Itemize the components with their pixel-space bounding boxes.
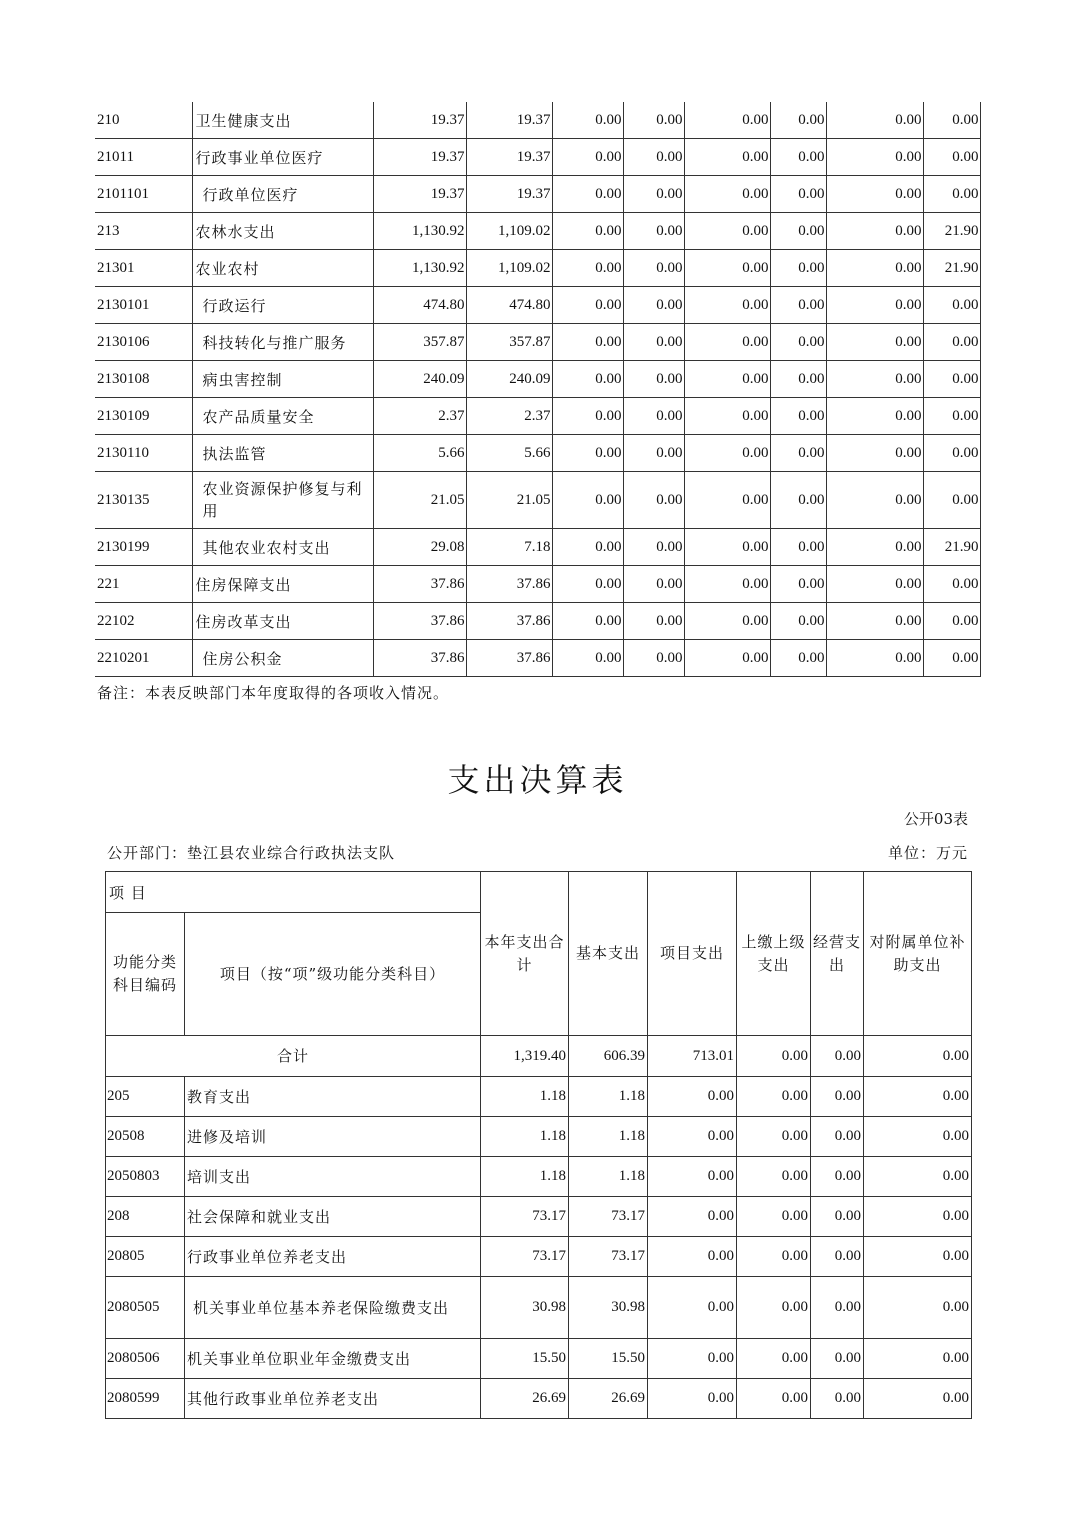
amount-cell: 0.00: [826, 398, 923, 435]
amount-cell: 37.86: [373, 566, 466, 603]
amount-cell: 0.00: [811, 1077, 864, 1117]
amount-cell: 0.00: [648, 1157, 737, 1197]
amount-cell: 0.00: [770, 529, 826, 566]
amount-cell: 37.86: [466, 640, 552, 677]
amount-cell: 0.00: [648, 1197, 737, 1237]
amount-cell: 0.00: [737, 1379, 811, 1419]
function-code: 21011: [95, 139, 192, 176]
table-row: [95, 566, 980, 603]
amount-cell: 0.00: [648, 1277, 737, 1339]
amount-cell: 0.00: [623, 529, 684, 566]
amount-cell: 0.00: [552, 324, 623, 361]
table-row: [95, 361, 980, 398]
amount-cell: 0.00: [923, 640, 980, 677]
amount-cell: 0.00: [552, 102, 623, 139]
amount-cell: 0.00: [684, 566, 770, 603]
amount-cell: 0.00: [737, 1197, 811, 1237]
amount-cell: 0.00: [684, 640, 770, 677]
header-name-col: 项目（按“项”级功能分类科目）: [185, 913, 481, 1036]
function-code: 208: [106, 1197, 185, 1237]
amount-cell: 0.00: [737, 1277, 811, 1339]
function-code: 205: [106, 1077, 185, 1117]
function-code: 20508: [106, 1117, 185, 1157]
amount-cell: 30.98: [481, 1277, 569, 1339]
amount-cell: 240.09: [373, 361, 466, 398]
amount-cell: 0.00: [923, 398, 980, 435]
amount-cell: 0.00: [623, 102, 684, 139]
amount-cell: 73.17: [569, 1197, 648, 1237]
amount-cell: 0.00: [623, 250, 684, 287]
amount-cell: 0.00: [923, 472, 980, 529]
table-row: [106, 1379, 972, 1419]
amount-cell: 0.00: [552, 287, 623, 324]
amount-cell: 0.00: [770, 472, 826, 529]
function-code: 2080505: [106, 1277, 185, 1339]
amount-cell: 0.00: [864, 1379, 972, 1419]
department-label: 公开部门：垫江县农业综合行政执法支队: [107, 844, 396, 862]
amount-cell: 0.00: [623, 472, 684, 529]
function-code: 2080599: [106, 1379, 185, 1419]
amount-cell: 0.00: [623, 398, 684, 435]
item-name: 进修及培训: [185, 1117, 481, 1157]
amount-cell: 0.00: [864, 1237, 972, 1277]
table-row: [106, 1339, 972, 1379]
amount-cell: 0.00: [770, 640, 826, 677]
amount-cell: 0.00: [770, 603, 826, 640]
amount-cell: 7.18: [466, 529, 552, 566]
amount-cell: 474.80: [373, 287, 466, 324]
amount-cell: 0.00: [770, 176, 826, 213]
item-name: 行政事业单位医疗: [192, 139, 373, 176]
item-name: 住房公积金: [192, 640, 373, 677]
amount-cell: 0.00: [923, 287, 980, 324]
amount-cell: 0.00: [552, 176, 623, 213]
item-name: 行政运行: [192, 287, 373, 324]
function-code: 2130108: [95, 361, 192, 398]
amount-cell: 474.80: [466, 287, 552, 324]
amount-cell: 0.00: [826, 640, 923, 677]
table-row: [95, 213, 980, 250]
amount-cell: 0.00: [684, 213, 770, 250]
amount-cell: 19.37: [373, 176, 466, 213]
amount-cell: 21.05: [373, 472, 466, 529]
amount-cell: 21.05: [466, 472, 552, 529]
unit-label: 单位：万元: [887, 844, 968, 862]
amount-cell: 0.00: [811, 1117, 864, 1157]
amount-cell: 0.00: [826, 102, 923, 139]
function-code: 221: [95, 566, 192, 603]
amount-cell: 37.86: [466, 566, 552, 603]
function-code: 2130109: [95, 398, 192, 435]
amount-cell: 0.00: [552, 398, 623, 435]
amount-cell: 1.18: [481, 1077, 569, 1117]
table-row: [95, 102, 980, 139]
amount-cell: 0.00: [811, 1339, 864, 1379]
function-code: 20805: [106, 1237, 185, 1277]
amount-cell: 26.69: [481, 1379, 569, 1419]
table-row: [95, 603, 980, 640]
header-group: [106, 872, 481, 913]
amount-cell: 0.00: [826, 176, 923, 213]
amount-cell: 19.37: [373, 102, 466, 139]
amount-cell: 0.00: [623, 176, 684, 213]
item-name: 住房保障支出: [192, 566, 373, 603]
amount-cell: 0.00: [648, 1237, 737, 1277]
header-basic: 基本支出: [569, 872, 648, 1036]
amount-cell: 0.00: [923, 361, 980, 398]
amount-cell: 0.00: [811, 1157, 864, 1197]
amount-cell: 0.00: [684, 250, 770, 287]
amount-cell: 1.18: [569, 1077, 648, 1117]
amount-cell: 1,130.92: [373, 213, 466, 250]
amount-cell: 0.00: [623, 566, 684, 603]
amount-cell: 0.00: [864, 1077, 972, 1117]
function-code: 2210201: [95, 640, 192, 677]
table-row: [95, 250, 980, 287]
amount-cell: 19.37: [466, 139, 552, 176]
amount-cell: 0.00: [552, 603, 623, 640]
amount-cell: 73.17: [481, 1197, 569, 1237]
table-row: [95, 176, 980, 213]
amount-cell: 1.18: [481, 1157, 569, 1197]
amount-cell: 0.00: [684, 102, 770, 139]
table-code: 公开03表: [903, 810, 968, 828]
item-name: 住房改革支出: [192, 603, 373, 640]
amount-cell: 0.00: [737, 1157, 811, 1197]
amount-cell: 0.00: [737, 1237, 811, 1277]
amount-cell: 21.90: [923, 529, 980, 566]
amount-cell: 0.00: [737, 1339, 811, 1379]
total-value: 1,319.40: [481, 1036, 569, 1077]
item-name: 科技转化与推广服务: [192, 324, 373, 361]
amount-cell: 0.00: [864, 1339, 972, 1379]
table-row: [95, 139, 980, 176]
amount-cell: 0.00: [864, 1277, 972, 1339]
item-name: 行政事业单位养老支出: [185, 1237, 481, 1277]
amount-cell: 0.00: [648, 1077, 737, 1117]
expense-table: [105, 871, 972, 1419]
item-name: 农业资源保护修复与利用: [192, 472, 373, 529]
total-value: 713.01: [648, 1036, 737, 1077]
amount-cell: 0.00: [770, 324, 826, 361]
amount-cell: 0.00: [623, 435, 684, 472]
amount-cell: 0.00: [826, 324, 923, 361]
amount-cell: 0.00: [923, 102, 980, 139]
amount-cell: 0.00: [826, 529, 923, 566]
amount-cell: 2.37: [373, 398, 466, 435]
amount-cell: 0.00: [826, 435, 923, 472]
amount-cell: 0.00: [770, 287, 826, 324]
amount-cell: 0.00: [811, 1277, 864, 1339]
amount-cell: 0.00: [923, 176, 980, 213]
table-row: [106, 1237, 972, 1277]
item-name: 机关事业单位职业年金缴费支出: [185, 1339, 481, 1379]
table-row: [106, 1157, 972, 1197]
item-name: 农林水支出: [192, 213, 373, 250]
amount-cell: 19.37: [466, 102, 552, 139]
amount-cell: 0.00: [770, 566, 826, 603]
amount-cell: 0.00: [648, 1339, 737, 1379]
function-code: 213: [95, 213, 192, 250]
amount-cell: 15.50: [569, 1339, 648, 1379]
amount-cell: 0.00: [770, 102, 826, 139]
amount-cell: 0.00: [770, 435, 826, 472]
amount-cell: 0.00: [648, 1379, 737, 1419]
amount-cell: 0.00: [684, 324, 770, 361]
function-code: 2050803: [106, 1157, 185, 1197]
table-row: [95, 529, 980, 566]
amount-cell: 0.00: [552, 361, 623, 398]
header-group-label: 项 目: [109, 883, 147, 902]
amount-cell: 0.00: [623, 640, 684, 677]
function-code: 2101101: [95, 176, 192, 213]
table-row: [95, 472, 980, 529]
amount-cell: 0.00: [826, 213, 923, 250]
amount-cell: 5.66: [373, 435, 466, 472]
amount-cell: 240.09: [466, 361, 552, 398]
table-row: [95, 640, 980, 677]
amount-cell: 0.00: [826, 603, 923, 640]
table-row: [95, 435, 980, 472]
amount-cell: 0.00: [648, 1117, 737, 1157]
amount-cell: 0.00: [770, 139, 826, 176]
header-total: 本年支出合计: [481, 872, 569, 1036]
amount-cell: 0.00: [770, 250, 826, 287]
item-name: 教育支出: [185, 1077, 481, 1117]
item-name: 社会保障和就业支出: [185, 1197, 481, 1237]
amount-cell: 29.08: [373, 529, 466, 566]
total-row: [106, 1036, 972, 1077]
amount-cell: 21.90: [923, 213, 980, 250]
amount-cell: 37.86: [373, 603, 466, 640]
amount-cell: 0.00: [623, 603, 684, 640]
amount-cell: 19.37: [373, 139, 466, 176]
item-name: 农业农村: [192, 250, 373, 287]
header-upper: 上缴上级支出: [737, 872, 811, 1036]
total-value: 0.00: [811, 1036, 864, 1077]
amount-cell: 0.00: [826, 361, 923, 398]
amount-cell: 0.00: [623, 139, 684, 176]
amount-cell: 0.00: [684, 361, 770, 398]
item-name: 农产品质量安全: [192, 398, 373, 435]
amount-cell: 30.98: [569, 1277, 648, 1339]
amount-cell: 0.00: [684, 176, 770, 213]
amount-cell: 0.00: [826, 250, 923, 287]
amount-cell: 0.00: [826, 139, 923, 176]
amount-cell: 0.00: [552, 472, 623, 529]
total-label: 合计: [106, 1036, 481, 1077]
table-row: [106, 1197, 972, 1237]
amount-cell: 5.66: [466, 435, 552, 472]
amount-cell: 15.50: [481, 1339, 569, 1379]
table-row: [106, 1117, 972, 1157]
function-code: 2080506: [106, 1339, 185, 1379]
amount-cell: 21.90: [923, 250, 980, 287]
header-subsidy: 对附属单位补助支出: [864, 872, 972, 1036]
amount-cell: 0.00: [684, 603, 770, 640]
table-row: [95, 324, 980, 361]
amount-cell: 37.86: [373, 640, 466, 677]
amount-cell: 1.18: [569, 1117, 648, 1157]
amount-cell: 0.00: [923, 566, 980, 603]
item-name: 卫生健康支出: [192, 102, 373, 139]
amount-cell: 357.87: [373, 324, 466, 361]
amount-cell: 0.00: [684, 529, 770, 566]
function-code: 2130110: [95, 435, 192, 472]
amount-cell: 0.00: [684, 398, 770, 435]
table-row: [95, 287, 980, 324]
amount-cell: 37.86: [466, 603, 552, 640]
amount-cell: 0.00: [684, 435, 770, 472]
amount-cell: 0.00: [552, 640, 623, 677]
amount-cell: 0.00: [552, 213, 623, 250]
amount-cell: 73.17: [481, 1237, 569, 1277]
amount-cell: 0.00: [923, 435, 980, 472]
amount-cell: 0.00: [923, 324, 980, 361]
amount-cell: 1,109.02: [466, 250, 552, 287]
amount-cell: 0.00: [864, 1197, 972, 1237]
item-name: 其他农业农村支出: [192, 529, 373, 566]
function-code: 2130199: [95, 529, 192, 566]
item-name: 执法监管: [192, 435, 373, 472]
amount-cell: 0.00: [684, 287, 770, 324]
amount-cell: 0.00: [770, 213, 826, 250]
table-note: 备注：本表反映部门本年度取得的各项收入情况。: [97, 684, 450, 702]
table-row: [106, 1277, 972, 1339]
amount-cell: 73.17: [569, 1237, 648, 1277]
amount-cell: 0.00: [737, 1117, 811, 1157]
amount-cell: 0.00: [770, 398, 826, 435]
amount-cell: 0.00: [864, 1157, 972, 1197]
amount-cell: 0.00: [623, 324, 684, 361]
amount-cell: 0.00: [552, 566, 623, 603]
amount-cell: 0.00: [826, 472, 923, 529]
amount-cell: 0.00: [684, 139, 770, 176]
function-code: 22102: [95, 603, 192, 640]
function-code: 2130101: [95, 287, 192, 324]
page-title: 支出决算表: [447, 761, 628, 799]
amount-cell: 0.00: [737, 1077, 811, 1117]
income-table-continued: [95, 102, 981, 677]
item-name: 行政单位医疗: [192, 176, 373, 213]
amount-cell: 0.00: [811, 1237, 864, 1277]
amount-cell: 0.00: [623, 213, 684, 250]
amount-cell: 19.37: [466, 176, 552, 213]
amount-cell: 0.00: [811, 1379, 864, 1419]
amount-cell: 357.87: [466, 324, 552, 361]
amount-cell: 0.00: [552, 435, 623, 472]
total-value: 0.00: [864, 1036, 972, 1077]
amount-cell: 0.00: [864, 1117, 972, 1157]
amount-cell: 0.00: [552, 139, 623, 176]
function-code: 2130106: [95, 324, 192, 361]
amount-cell: 0.00: [623, 361, 684, 398]
amount-cell: 0.00: [770, 361, 826, 398]
function-code: 21301: [95, 250, 192, 287]
item-name: 培训支出: [185, 1157, 481, 1197]
amount-cell: 0.00: [552, 250, 623, 287]
header-project: 项目支出: [648, 872, 737, 1036]
function-code: 2130135: [95, 472, 192, 529]
amount-cell: 0.00: [552, 529, 623, 566]
amount-cell: 0.00: [623, 287, 684, 324]
amount-cell: 0.00: [923, 139, 980, 176]
amount-cell: 0.00: [923, 603, 980, 640]
amount-cell: 2.37: [466, 398, 552, 435]
amount-cell: 0.00: [826, 287, 923, 324]
amount-cell: 1,109.02: [466, 213, 552, 250]
amount-cell: 0.00: [826, 566, 923, 603]
function-code: 210: [95, 102, 192, 139]
total-value: 606.39: [569, 1036, 648, 1077]
table-row: [106, 1077, 972, 1117]
table-row: [95, 398, 980, 435]
header-business: 经营支出: [811, 872, 864, 1036]
item-name: 机关事业单位基本养老保险缴费支出: [185, 1277, 481, 1339]
header-code-col: 功能分类科目编码: [106, 913, 185, 1036]
amount-cell: 26.69: [569, 1379, 648, 1419]
amount-cell: 0.00: [811, 1197, 864, 1237]
item-name: 病虫害控制: [192, 361, 373, 398]
amount-cell: 1,130.92: [373, 250, 466, 287]
total-value: 0.00: [737, 1036, 811, 1077]
amount-cell: 0.00: [684, 472, 770, 529]
amount-cell: 1.18: [481, 1117, 569, 1157]
amount-cell: 1.18: [569, 1157, 648, 1197]
item-name: 其他行政事业单位养老支出: [185, 1379, 481, 1419]
